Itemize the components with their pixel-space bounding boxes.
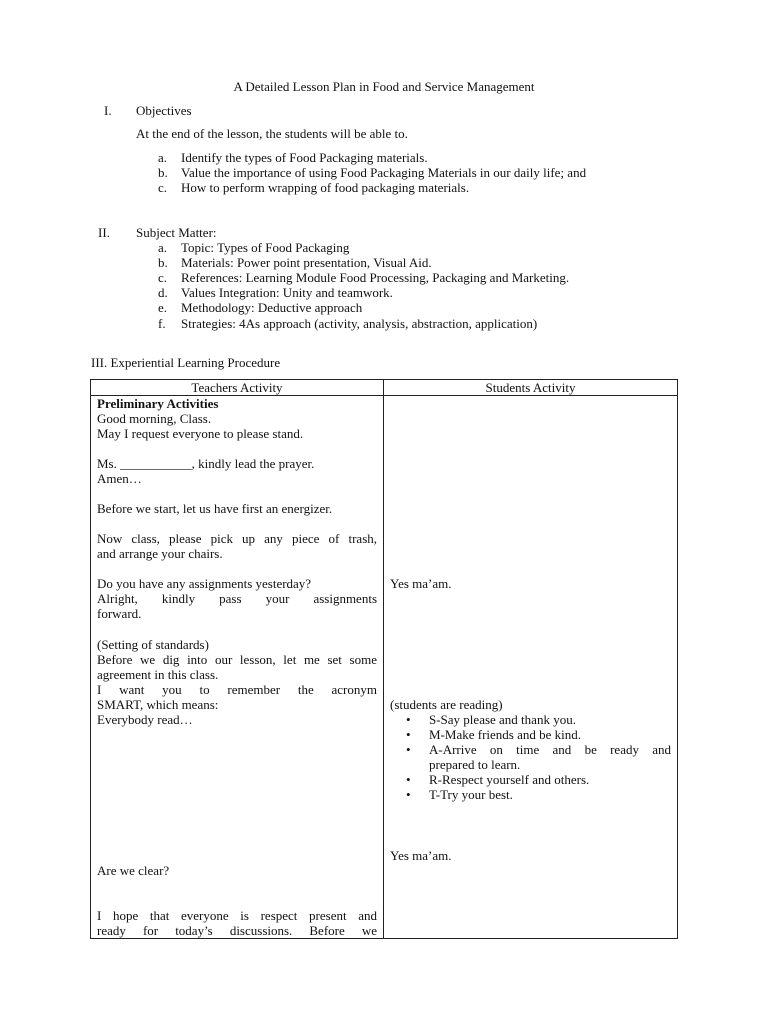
teacher-line: Good morning, Class. xyxy=(97,411,212,426)
subject-letter: e. xyxy=(158,300,168,315)
students-activity-cell xyxy=(384,396,678,939)
table-row xyxy=(91,396,678,939)
teacher-line: Before we dig into our lesson, let me set some xyxy=(97,652,377,667)
teacher-line: (Setting of standards) xyxy=(97,637,209,652)
teacher-line: forward. xyxy=(97,606,142,621)
teacher-line: Now class, please pick up any piece of trash, xyxy=(97,531,377,546)
bullet-icon: • xyxy=(406,727,411,742)
teacher-line: and arrange your chairs. xyxy=(97,546,223,561)
teacher-line: Amen… xyxy=(97,471,142,486)
subject-text: Values Integration: Unity and teamwork. xyxy=(181,285,393,300)
teacher-line: Everybody read… xyxy=(97,712,193,727)
students-activity-header: Students Activity xyxy=(384,380,678,396)
subject-letter: c. xyxy=(158,270,168,285)
student-line: Yes ma’am. xyxy=(390,576,452,591)
procedure-table xyxy=(90,379,678,939)
section-1-number: I. xyxy=(104,103,112,118)
teachers-activity-header: Teachers Activity xyxy=(91,380,384,396)
teacher-line: Before we start, let us have first an energizer. xyxy=(97,501,333,516)
teacher-line: I hope that everyone is respect present and xyxy=(97,908,377,923)
subject-letter: a. xyxy=(158,240,168,255)
smart-item: R-Respect yourself and others. xyxy=(429,772,590,787)
smart-item: A-Arrive on time and be ready and xyxy=(429,742,671,757)
subject-letter: f. xyxy=(158,316,166,331)
subject-text: Methodology: Deductive approach xyxy=(181,300,363,315)
subject-letter: b. xyxy=(158,255,168,270)
subject-letter: d. xyxy=(158,285,168,300)
objective-letter: c. xyxy=(158,180,168,195)
teacher-line: agreement in this class. xyxy=(97,667,219,682)
section-1-heading: Objectives xyxy=(136,103,192,118)
objective-text: How to perform wrapping of food packaging materials. xyxy=(181,180,470,195)
bullet-icon: • xyxy=(406,742,411,757)
teacher-line: Do you have any assignments yesterday? xyxy=(97,576,312,591)
teacher-line: Are we clear? xyxy=(97,863,170,878)
bullet-icon: • xyxy=(406,712,411,727)
subject-text: Topic: Types of Food Packaging xyxy=(181,240,350,255)
subject-text: References: Learning Module Food Processing, Packaging and Marketing. xyxy=(181,270,570,285)
objective-text: Value the importance of using Food Packaging Materials in our daily life; and xyxy=(181,165,587,180)
smart-item-continuation: prepared to learn. xyxy=(429,757,521,772)
teacher-line: ready for today’s discussions. Before we xyxy=(97,923,377,938)
objective-letter: a. xyxy=(158,150,168,165)
objective-text: Identify the types of Food Packaging materials. xyxy=(181,150,428,165)
objective-letter: b. xyxy=(158,165,168,180)
student-line: Yes ma’am. xyxy=(390,848,452,863)
table-header-row xyxy=(91,380,678,396)
section-1-intro: At the end of the lesson, the students will be able to. xyxy=(136,126,408,141)
subject-text: Strategies: 4As approach (activity, analysis, abstraction, application) xyxy=(181,316,538,331)
smart-item: M-Make friends and be kind. xyxy=(429,727,581,742)
teacher-line: Alright, kindly pass your assignments xyxy=(97,591,377,606)
section-3-heading: III. Experiential Learning Procedure xyxy=(91,355,281,370)
teacher-line: Ms. ___________, kindly lead the prayer. xyxy=(97,456,315,471)
subject-text: Materials: Power point presentation, Visual Aid. xyxy=(181,255,432,270)
bullet-icon: • xyxy=(406,772,411,787)
smart-item: T-Try your best. xyxy=(429,787,513,802)
section-2-heading: Subject Matter: xyxy=(136,225,217,240)
student-line: (students are reading) xyxy=(390,697,503,712)
teachers-activity-cell xyxy=(91,396,384,939)
bullet-icon: • xyxy=(406,787,411,802)
teacher-line: SMART, which means: xyxy=(97,697,219,712)
section-2-number: II. xyxy=(98,225,110,240)
smart-item: S-Say please and thank you. xyxy=(429,712,576,727)
teacher-line: May I request everyone to please stand. xyxy=(97,426,304,441)
preliminary-activities-heading: Preliminary Activities xyxy=(97,396,219,411)
teacher-line: I want you to remember the acronym xyxy=(97,682,377,697)
document-title: A Detailed Lesson Plan in Food and Service Management xyxy=(233,79,535,94)
